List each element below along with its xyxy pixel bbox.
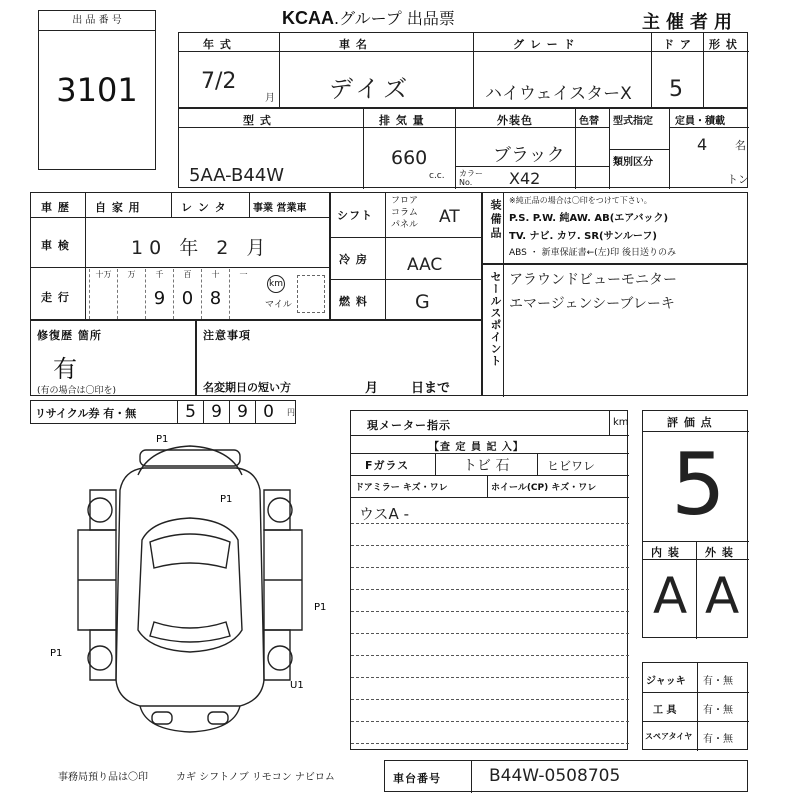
recycle-digit: 5 <box>177 401 203 423</box>
tools-block <box>642 662 748 750</box>
shift-label: シフト <box>337 209 373 222</box>
recycle-block <box>30 400 296 424</box>
note-line <box>351 699 629 700</box>
shaken-label: 車 検 <box>41 239 70 252</box>
door-mirror-label: ドアミラー キズ・ワレ <box>355 483 448 493</box>
recycle-digit: 0 <box>255 401 281 423</box>
shift-floor: フロア <box>391 196 419 206</box>
car-damage-diagram <box>50 430 327 750</box>
interior-label: 内 装 <box>651 546 680 559</box>
km-unit-circled: km <box>267 275 285 293</box>
type-designation-label: 型式指定 <box>613 116 653 127</box>
organizer-label: 主催者用 <box>642 12 738 33</box>
history-private: 自 家 用 <box>95 201 141 214</box>
note-line <box>351 589 629 590</box>
interior-score: A <box>653 567 688 625</box>
history-block <box>30 192 330 320</box>
mileage-digit-place: 十万 <box>95 270 112 279</box>
model-label: 型 式 <box>243 114 272 127</box>
body-outline <box>116 468 264 706</box>
equipment-line-1: P.S. P.W. 純AW. AB(エアバック) <box>509 213 669 224</box>
chassis-label: 車台番号 <box>393 772 441 785</box>
tools-value: 有・無 <box>703 705 733 716</box>
front-right-wheel <box>268 498 292 522</box>
spare-tire-label: スペアタイヤ <box>645 732 693 741</box>
body-type-label: 形 状 <box>709 38 738 51</box>
sales-point-line-2: エマージェンシーブレーキ <box>509 296 675 312</box>
yen-unit: 円 <box>287 408 295 417</box>
title-text: .グループ 出品票 <box>334 9 455 28</box>
wheel-label: ホイール(CP) キズ・ワレ <box>491 483 597 493</box>
mileage-digit-cell <box>201 269 229 319</box>
sales-point-block <box>482 264 748 396</box>
rear-left-lamp <box>152 712 172 724</box>
jack-value: 有・無 <box>703 676 733 687</box>
meter-km-unit: km <box>613 417 629 428</box>
mileage-digit: 9 <box>153 288 166 309</box>
ton-unit: トン <box>727 173 749 186</box>
score-label: 評 価 点 <box>667 416 713 429</box>
brand-logo: KCAA <box>282 8 334 28</box>
note-line <box>351 633 629 634</box>
lot-number: 3101 <box>56 71 138 109</box>
windshield-label: Fガラス <box>365 459 410 472</box>
lot-number-box <box>38 10 156 170</box>
repair-label: 修復歴 箇所 <box>37 329 102 342</box>
damage-mark-front: P1 <box>156 434 169 445</box>
shift-value: AT <box>439 207 460 227</box>
recycle-digit: 9 <box>203 401 229 423</box>
grade-label: グ レ ー ド <box>513 38 576 51</box>
lot-number-label: 出 品 番 号 <box>39 11 155 31</box>
note-line <box>351 677 629 678</box>
rear-bumper-outline <box>140 706 240 732</box>
year-value: 7/2 <box>201 69 237 94</box>
cc-unit: c.c. <box>429 171 445 181</box>
car-name-label: 車 名 <box>339 38 368 51</box>
inspector-block <box>350 410 628 750</box>
note-line <box>351 655 629 656</box>
deadline-month: 月 <box>365 381 379 396</box>
mileage-digit-cell <box>173 269 201 319</box>
deadline-label: 名変期日の短い方 <box>203 381 291 394</box>
damage-mark-left: P1 <box>50 648 63 659</box>
shift-ac-fuel-block <box>330 192 482 320</box>
equipment-label: 装備品 <box>489 199 502 241</box>
capacity-label: 定員・積載 <box>675 116 725 127</box>
history-rental: レ ン タ <box>181 201 227 214</box>
shift-column: コラム <box>391 208 418 218</box>
recycle-digit: 9 <box>229 401 255 423</box>
equipment-note: ※純正品の場合は〇印をつけて下さい。 <box>509 196 652 205</box>
front-left-wheel <box>88 498 112 522</box>
sales-point-line-1: アラウンドビューモニター <box>509 272 677 288</box>
mileage-digit-place: 千 <box>155 270 164 279</box>
mileage-label: 走 行 <box>41 291 70 304</box>
damage-mark-rear: U1 <box>290 680 304 691</box>
category-label: 類別区分 <box>613 157 653 168</box>
grille-outline <box>140 450 240 466</box>
ac-value: AAC <box>407 255 443 275</box>
windshield-crack: ヒビワレ <box>547 459 596 473</box>
year-label: 年 式 <box>203 38 232 51</box>
repair-history-block <box>30 320 196 396</box>
score-value: 5 <box>671 435 726 535</box>
shift-options <box>391 195 418 231</box>
mile-unit: マイル <box>265 300 292 310</box>
exterior-color-value: ブラック <box>493 145 565 166</box>
mileage-digit-cell <box>145 269 173 319</box>
repaint-label: 色替 <box>579 116 599 127</box>
sales-point-label: セールスポイント <box>489 271 502 367</box>
windshield-chip: トビ 石 <box>463 458 510 474</box>
windshield-outline <box>150 534 230 568</box>
equipment-block <box>482 192 748 264</box>
mileage-extra-box <box>297 275 325 313</box>
rear-window-outline <box>150 622 230 642</box>
month-unit: 月 <box>265 93 275 104</box>
damage-mark-right: P1 <box>314 602 327 613</box>
displacement-value: 660 <box>391 147 428 169</box>
chassis-block <box>384 760 748 792</box>
doors-value: 5 <box>669 77 683 102</box>
color-number-value: X42 <box>509 169 541 188</box>
rear-right-lamp <box>208 712 228 724</box>
note-line <box>351 721 629 722</box>
mileage-digit-place: 一 <box>239 270 248 279</box>
rear-right-wheel <box>268 646 292 670</box>
mileage-digit-place: 万 <box>127 270 136 279</box>
mileage-digit-place: 十 <box>211 270 220 279</box>
cabin-outline <box>138 518 242 652</box>
spare-tire-value: 有・無 <box>703 734 733 745</box>
score-block <box>642 410 748 638</box>
repair-value: 有 <box>53 355 77 383</box>
mileage-digit: 0 <box>181 288 194 309</box>
exterior-label: 外 装 <box>705 546 734 559</box>
ac-label: 冷 房 <box>339 253 368 266</box>
jack-label: ジャッキ <box>646 676 686 687</box>
history-business: 事業 営業車 <box>253 203 307 214</box>
equipment-line-2: TV. ナビ. カワ. SR(サンルーフ) <box>509 231 657 242</box>
model-value: 5AA-B44W <box>189 165 285 186</box>
shaken-value: 10 年 2 月 <box>131 237 272 259</box>
notes-block <box>196 320 482 396</box>
inspector-header: 【査 定 員 記 入】 <box>429 442 524 453</box>
exterior-color-label: 外装色 <box>497 114 533 127</box>
tools-label: 工 具 <box>653 705 677 716</box>
office-note: 事務局預り品は〇印 <box>58 772 148 783</box>
grade-value: ハイウェイスターX <box>485 84 632 104</box>
mileage-digit-cell <box>89 269 117 319</box>
rear-left-wheel <box>88 646 112 670</box>
color-number-label: カラーNo. <box>459 169 483 187</box>
notes-label: 注意事項 <box>203 329 251 342</box>
persons-unit: 名 <box>735 139 746 152</box>
mileage-digit-cell <box>117 269 145 319</box>
fuel-value: G <box>415 291 430 313</box>
sheet-title <box>282 6 455 29</box>
mileage-digit-cell <box>229 269 257 319</box>
repair-note: (有の場合は〇印を) <box>37 386 117 396</box>
inspector-note-1: ウスA - <box>359 505 409 523</box>
exterior-score: A <box>705 567 740 625</box>
note-line <box>351 611 629 612</box>
office-items: カギ シフトノブ リモコン ナビロム <box>176 772 335 783</box>
history-label: 車 歴 <box>41 201 70 214</box>
shift-panel: パネル <box>391 220 419 230</box>
displacement-label: 排 気 量 <box>379 114 425 127</box>
mileage-digit: 8 <box>209 288 222 309</box>
note-line <box>351 545 629 546</box>
recycle-label: リサイクル券 有・無 <box>35 407 137 420</box>
car-name-value: デイズ <box>329 75 412 103</box>
mileage-digit-place: 百 <box>183 270 192 279</box>
note-line <box>351 567 629 568</box>
fuel-label: 燃 料 <box>339 295 368 308</box>
note-line <box>351 743 629 744</box>
meter-label: 現メーター指示 <box>367 419 451 432</box>
doors-label: ド ア <box>663 38 692 51</box>
damage-mark-hood: P1 <box>220 494 233 505</box>
capacity-value: 4 <box>697 135 708 154</box>
equipment-line-3: ABS ・ 新車保証書←(左)印 後日送りのみ <box>509 248 677 258</box>
row-model-displacement-color <box>178 108 748 188</box>
chassis-value: B44W-0508705 <box>489 766 621 786</box>
deadline-day: 日まで <box>411 381 451 396</box>
row-year-name-grade <box>178 32 748 108</box>
